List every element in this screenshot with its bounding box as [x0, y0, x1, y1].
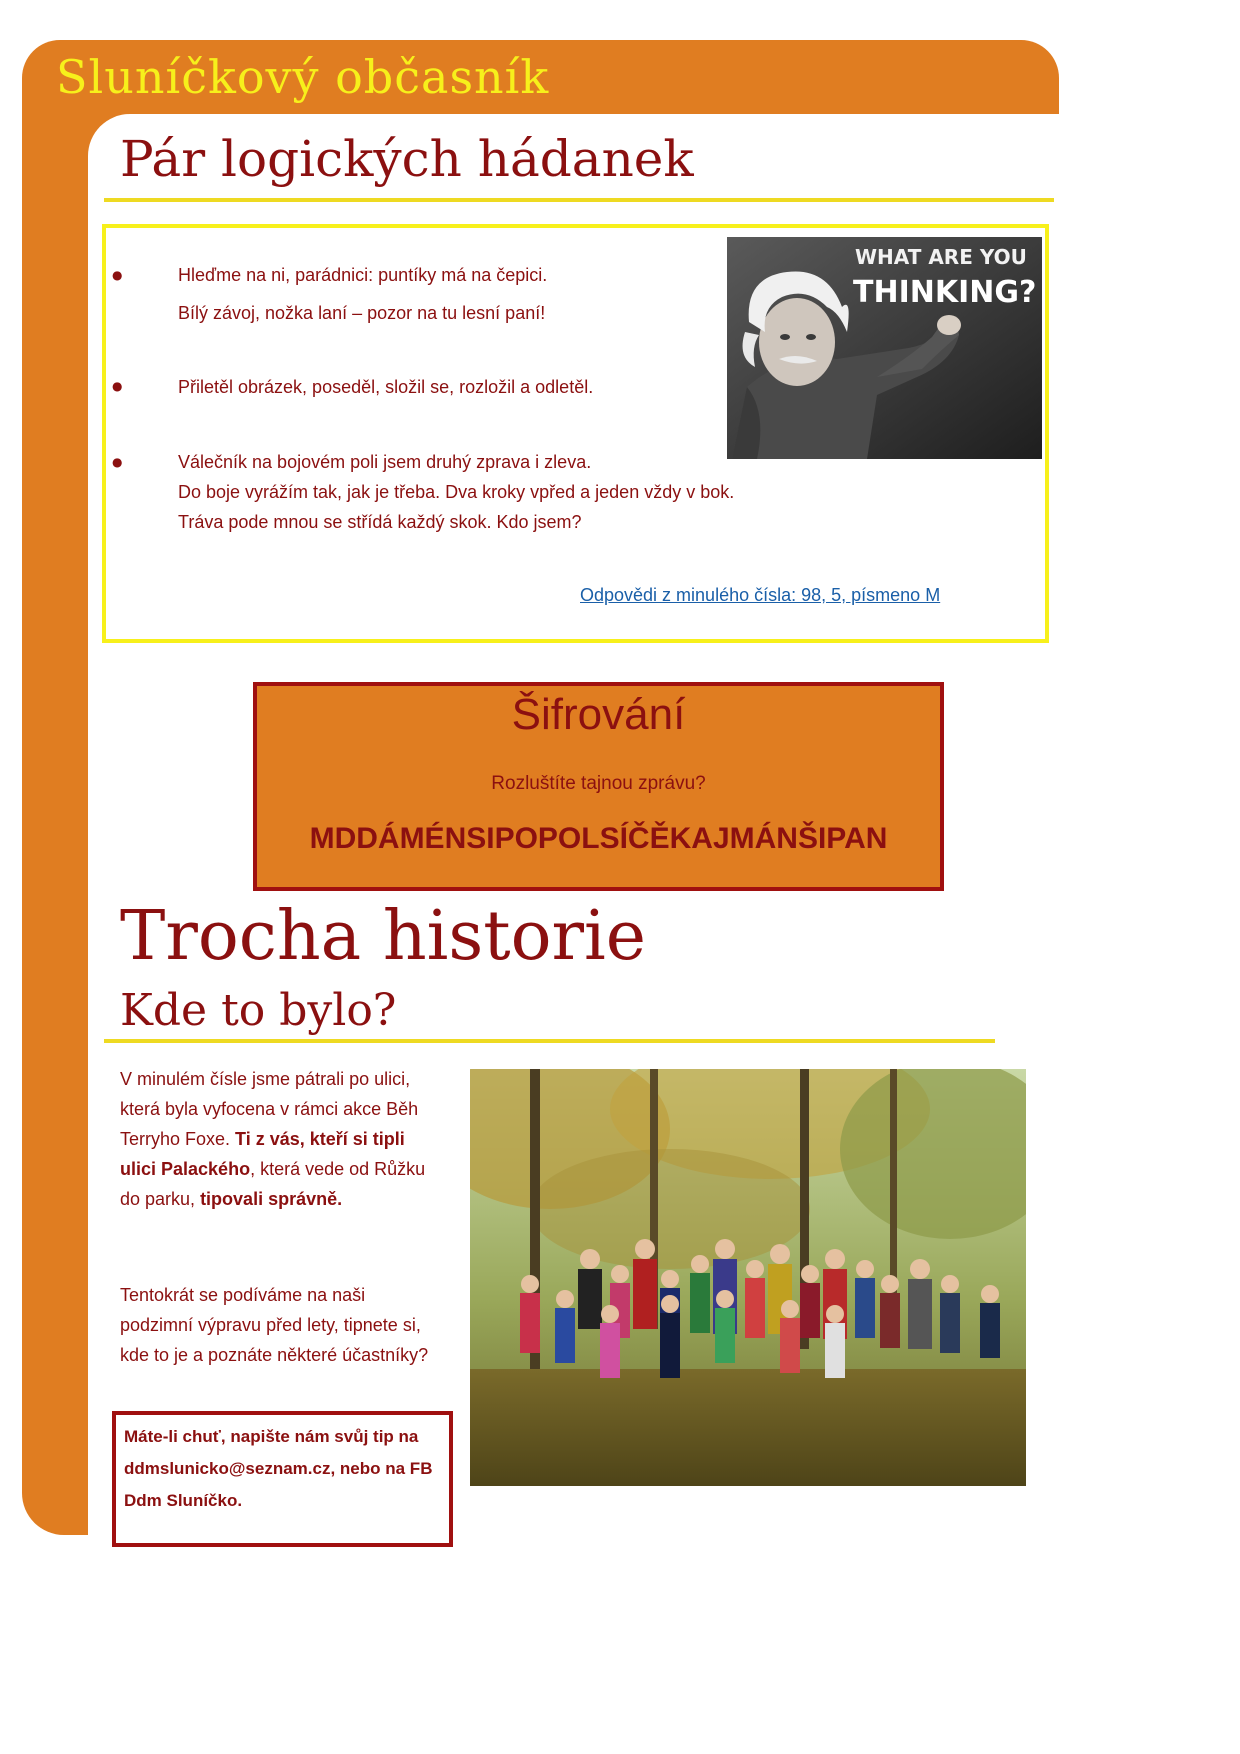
riddle-3-line-1: Válečník na bojovém poli jsem druhý zprava i zleva. — [178, 452, 592, 472]
previous-answers-link[interactable]: Odpovědi z minulého čísla: 98, 5, písmeno M — [580, 585, 941, 605]
riddle-3-line-3: Tráva pode mnou se střídá každý skok. Kdo jsem? — [178, 512, 582, 532]
history-paragraph-1: V minulém čísle jsme pátrali po ulici, která byla vyfocena v rámci akce Běh Terryho Foxe. Ti z vás, kteří si tipli ulici Palackého, která vede od Růžku do parku, tipovali správně. — [120, 1069, 426, 1209]
bullet-icon: ● — [112, 455, 123, 469]
riddle-2-line-1: Přiletěl obrázek, poseděl, složil se, rozložil a odletěl. — [178, 377, 594, 397]
masthead-title: Sluníčkový občasník — [56, 50, 550, 104]
chalk-caption-line-2: THINKING? — [853, 275, 1037, 310]
cipher-subtitle: Rozluštíte tajnou zprávu? — [491, 773, 706, 794]
history-subheading: Kde to bylo? — [120, 985, 397, 1036]
group-photo — [470, 1069, 1026, 1486]
thinking-scientist-image — [727, 237, 1042, 459]
bullet-icon: ● — [112, 379, 123, 393]
riddles-heading: Pár logických hádanek — [120, 130, 694, 188]
riddle-3-line-2: Do boje vyrážím tak, jak je třeba. Dva kroky vpřed a jeden vždy v bok. — [178, 482, 735, 502]
cipher-heading: Šifrování — [511, 690, 686, 739]
history-paragraph-2: Tentokrát se podíváme na naši podzimní výpravu před lety, tipnete si, kde to je a poznáte některé účastníky? — [120, 1285, 429, 1365]
riddle-1-line-2: Bílý závoj, nožka laní – pozor na tu lesní paní! — [178, 303, 546, 323]
history-heading: Trocha historie — [120, 897, 647, 976]
riddle-1-line-1: Hleďme na ni, parádnici: puntíky má na čepici. — [178, 265, 548, 285]
tip-text: Máte-li chuť, napište nám svůj tip na ddmslunicko@seznam.cz, nebo na FB Ddm Sluníčko. — [124, 1427, 433, 1510]
cipher-code: MDDÁMÉNSIPOPOLSÍČĚKAJMÁNŠIPAN — [309, 822, 888, 855]
bullet-icon: ● — [112, 268, 123, 282]
heading-rule — [104, 1039, 995, 1043]
heading-rule — [104, 198, 1054, 202]
chalk-caption-line-1: WHAT ARE YOU — [855, 245, 1027, 269]
